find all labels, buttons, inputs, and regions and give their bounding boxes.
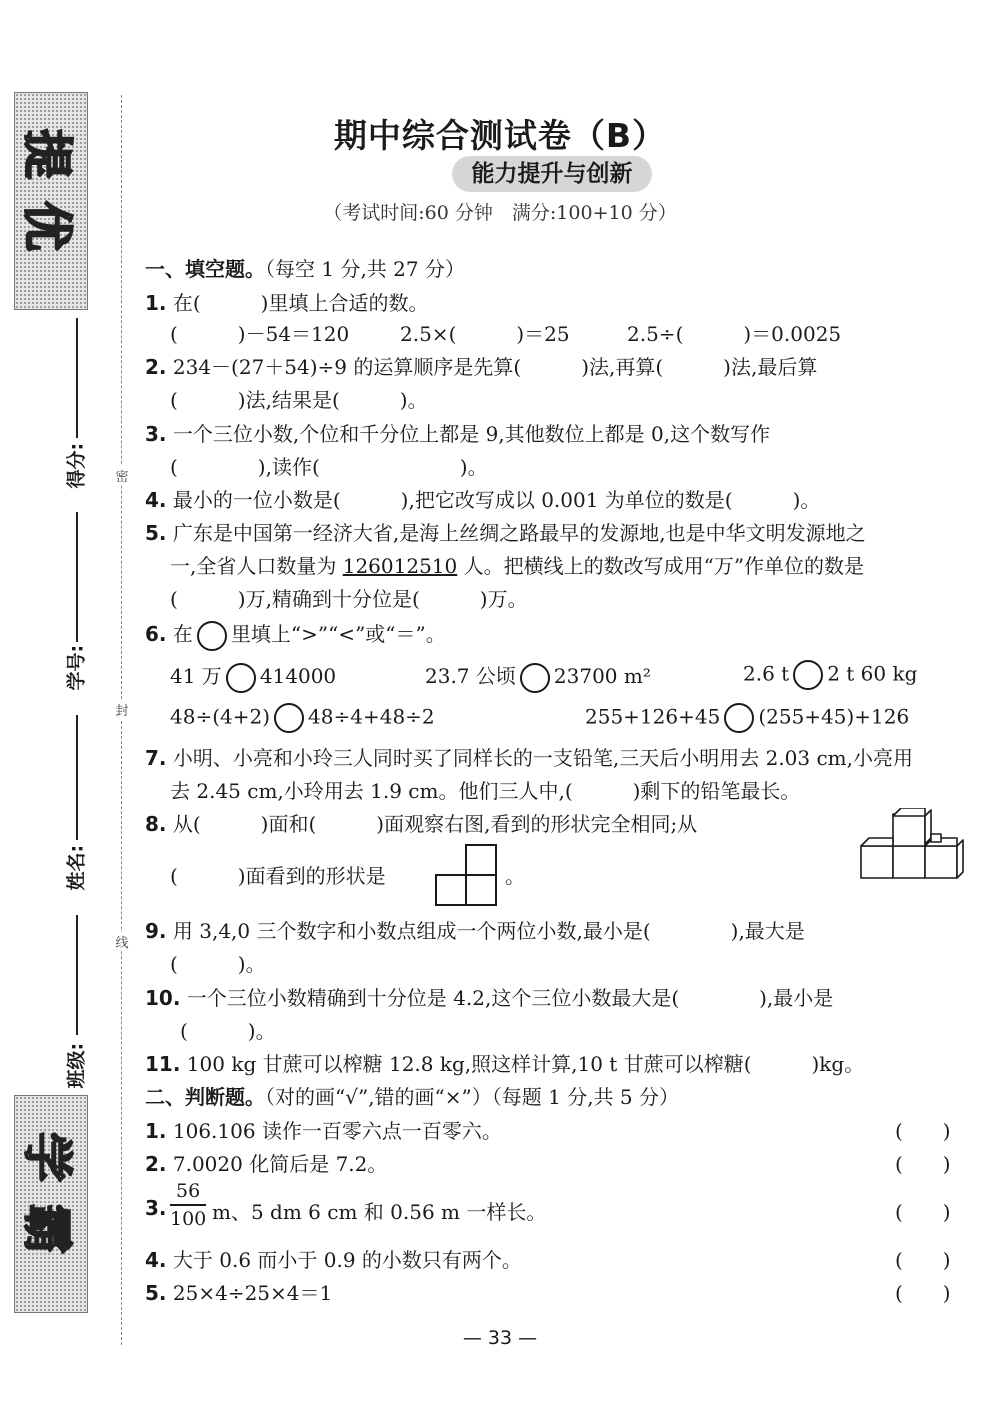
judge-1-answer[interactable]: ( ) <box>895 1119 951 1143</box>
q6-item-2-right: 23700 m² <box>553 664 651 688</box>
seal-dashed-line <box>121 95 122 1345</box>
q10-line2: ( )。 <box>180 1019 276 1043</box>
q1-b: 2.5×( )＝25 <box>400 322 570 346</box>
class-label: 班级: <box>65 1042 88 1089</box>
judge-3-answer[interactable]: ( ) <box>895 1200 951 1224</box>
brand-text-bottom: 学霸 <box>18 1132 76 1276</box>
judge-3-number <box>145 1196 167 1220</box>
section-1-note: （每空 1 分,共 27 分） <box>265 257 465 281</box>
judge-2 <box>145 1148 387 1177</box>
judge-4 <box>145 1244 522 1273</box>
section-2-title: 二、判断题。 <box>145 1085 265 1109</box>
judge-5-answer[interactable]: ( ) <box>895 1281 951 1305</box>
q5-number: 5. <box>145 521 167 545</box>
name-label: 姓名: <box>65 844 88 891</box>
class-line <box>76 915 78 1035</box>
q6-item-2 <box>425 660 651 693</box>
q5-population: 126012510 <box>342 554 458 578</box>
page-title: 期中综合测试卷（B） <box>333 116 667 155</box>
compare-circle-icon <box>197 621 227 651</box>
score-line <box>76 318 78 438</box>
brand-text-top: 提优 <box>18 129 76 273</box>
q9-line1 <box>145 915 805 944</box>
q5-text-1: 广东是中国第一经济大省,是海上丝绸之路最早的发源地,也是中华文明发源地之 <box>172 521 866 545</box>
q10-line1 <box>145 982 833 1011</box>
compare-circle-icon[interactable] <box>274 703 304 733</box>
cube-stack-figure <box>858 808 964 882</box>
q5-line2 <box>170 550 864 579</box>
q6-item-4-left: 48÷(4+2) <box>170 704 271 729</box>
q6-item-3 <box>743 660 917 690</box>
judge-3-fraction <box>170 1180 206 1230</box>
page-number: — 33 — <box>462 1327 538 1349</box>
q1-c: 2.5÷( )＝0.0025 <box>627 322 842 346</box>
q8-number: 8. <box>145 812 167 836</box>
q3-number: 3. <box>145 422 167 446</box>
q6-item-5-right: (255+45)+126 <box>758 704 910 729</box>
score-label: 得分: <box>65 442 88 489</box>
q6-item-5-left: 255+126+45 <box>585 704 721 729</box>
q2-text-1: 234－(27＋54)÷9 的运算顺序是先算( )法,再算( )法,最后算 <box>172 355 818 379</box>
q10-text-1: 一个三位小数精确到十分位是 4.2,这个三位小数最大是( ),最小是 <box>186 986 834 1010</box>
compare-circle-icon[interactable] <box>793 660 823 690</box>
q11 <box>145 1048 864 1077</box>
judge-1-text: 106.106 读作一百零六点一百零六。 <box>172 1119 502 1143</box>
judge-4-answer[interactable]: ( ) <box>895 1248 951 1272</box>
q1-number: 1. <box>145 291 167 315</box>
q1-a: ( )－54＝120 <box>170 322 350 346</box>
q5-text-2b: 人。把横线上的数改写成用“万”作单位的数是 <box>457 554 865 578</box>
q5-text-2a: 一,全省人口数量为 <box>170 554 343 578</box>
q6-item-1-right: 414000 <box>259 664 337 688</box>
q6-post: 里填上“>”“<”或“＝”。 <box>230 622 446 646</box>
judge-4-text: 大于 0.6 而小于 0.9 的小数只有两个。 <box>172 1248 522 1272</box>
section-2-note: （对的画“√”,错的画“×”）（每题 1 分,共 5 分） <box>265 1085 679 1109</box>
q4-text: 最小的一位小数是( ),把它改写成以 0.001 为单位的数是( )。 <box>172 488 821 512</box>
q3-line1 <box>145 418 770 447</box>
judge-2-text: 7.0020 化简后是 7.2。 <box>172 1152 388 1176</box>
q8-text-2b: 。 <box>505 864 525 888</box>
q1-text: 在( )里填上合适的数。 <box>172 291 429 315</box>
q5-line1 <box>145 517 866 546</box>
q4 <box>145 484 820 513</box>
seal-char-mi: 密 <box>112 466 132 485</box>
compare-circle-icon[interactable] <box>520 663 550 693</box>
q8-text-2a: ( )面看到的形状是 <box>170 864 386 888</box>
q9-number: 9. <box>145 919 167 943</box>
q4-number: 4. <box>145 488 167 512</box>
view-shape-figure <box>435 842 497 906</box>
q1 <box>145 287 428 316</box>
brand-badge-bottom <box>14 1095 88 1313</box>
q2-line1 <box>145 351 817 380</box>
section-1-heading <box>145 253 465 282</box>
judge-1 <box>145 1115 502 1144</box>
judge-3-num: 3. <box>145 1196 167 1220</box>
q6-line1 <box>145 618 446 651</box>
fraction-denominator: 100 <box>170 1207 207 1230</box>
q6-pre: 在 <box>172 622 193 646</box>
fraction-bar <box>170 1204 206 1206</box>
judge-2-number: 2. <box>145 1152 167 1176</box>
q7-number: 7. <box>145 746 167 770</box>
name-line <box>76 715 78 840</box>
seal-char-xian: 线 <box>112 932 132 951</box>
q11-text: 100 kg 甘蔗可以榨糖 12.8 kg,照这样计算,10 t 甘蔗可以榨糖( )kg。 <box>186 1052 865 1076</box>
q6-item-1 <box>170 660 336 693</box>
q5-line3: ( )万,精确到十分位是( )万。 <box>170 587 528 611</box>
q3-text-1: 一个三位小数,个位和千分位上都是 9,其他数位上都是 0,这个数写作 <box>172 422 771 446</box>
q8-line2 <box>170 860 386 889</box>
student-id-label: 学号: <box>65 644 88 691</box>
q7-line1 <box>145 742 913 771</box>
q7-line2: 去 2.45 cm,小玲用去 1.9 cm。他们三人中,( )剩下的铅笔最长。 <box>170 779 801 803</box>
q6-item-5 <box>585 703 909 733</box>
q2-line2: ( )法,结果是( )。 <box>170 388 428 412</box>
subtitle-badge: 能力提升与创新 <box>452 156 652 192</box>
q9-text-1: 用 3,4,0 三个数字和小数点组成一个两位小数,最小是( ),最大是 <box>172 919 805 943</box>
q6-number: 6. <box>145 622 167 646</box>
q6-item-3-right: 2 t 60 kg <box>827 661 918 686</box>
q6-item-1-left: 41 万 <box>170 664 222 688</box>
seal-char-feng: 封 <box>112 700 132 719</box>
exam-meta: （考试时间:60 分钟 满分:100+10 分） <box>323 202 677 224</box>
compare-circle-icon[interactable] <box>724 703 754 733</box>
q8-text-1: 从( )面和( )面观察右图,看到的形状完全相同;从 <box>172 812 698 836</box>
judge-5-text: 25×4÷25×4＝1 <box>172 1281 333 1305</box>
q10-number: 10. <box>145 986 181 1010</box>
q9-line2: ( )。 <box>170 952 266 976</box>
judge-2-answer[interactable]: ( ) <box>895 1152 951 1176</box>
judge-5 <box>145 1277 332 1306</box>
judge-5-number: 5. <box>145 1281 167 1305</box>
q6-item-4 <box>170 703 435 733</box>
judge-3-text: m、5 dm 6 cm 和 0.56 m 一样长。 <box>212 1200 547 1224</box>
q2-number: 2. <box>145 355 167 379</box>
q11-number: 11. <box>145 1052 181 1076</box>
compare-circle-icon[interactable] <box>226 663 256 693</box>
fraction-numerator: 56 <box>176 1180 201 1202</box>
student-id-line <box>76 512 78 642</box>
q6-item-2-left: 23.7 公顷 <box>425 664 516 688</box>
q8-line1 <box>145 808 697 837</box>
judge-1-number: 1. <box>145 1119 167 1143</box>
section-2-heading <box>145 1081 679 1110</box>
q6-item-4-right: 48÷4+48÷2 <box>308 704 435 729</box>
section-1-title: 一、填空题。 <box>145 257 265 281</box>
q6-item-3-left: 2.6 t <box>743 661 790 686</box>
q7-text-1: 小明、小亮和小玲三人同时买了同样长的一支铅笔,三天后小明用去 2.03 cm,小亮用 <box>172 746 914 770</box>
judge-4-number: 4. <box>145 1248 167 1272</box>
q3-line2: ( ),读作( )。 <box>170 455 488 479</box>
